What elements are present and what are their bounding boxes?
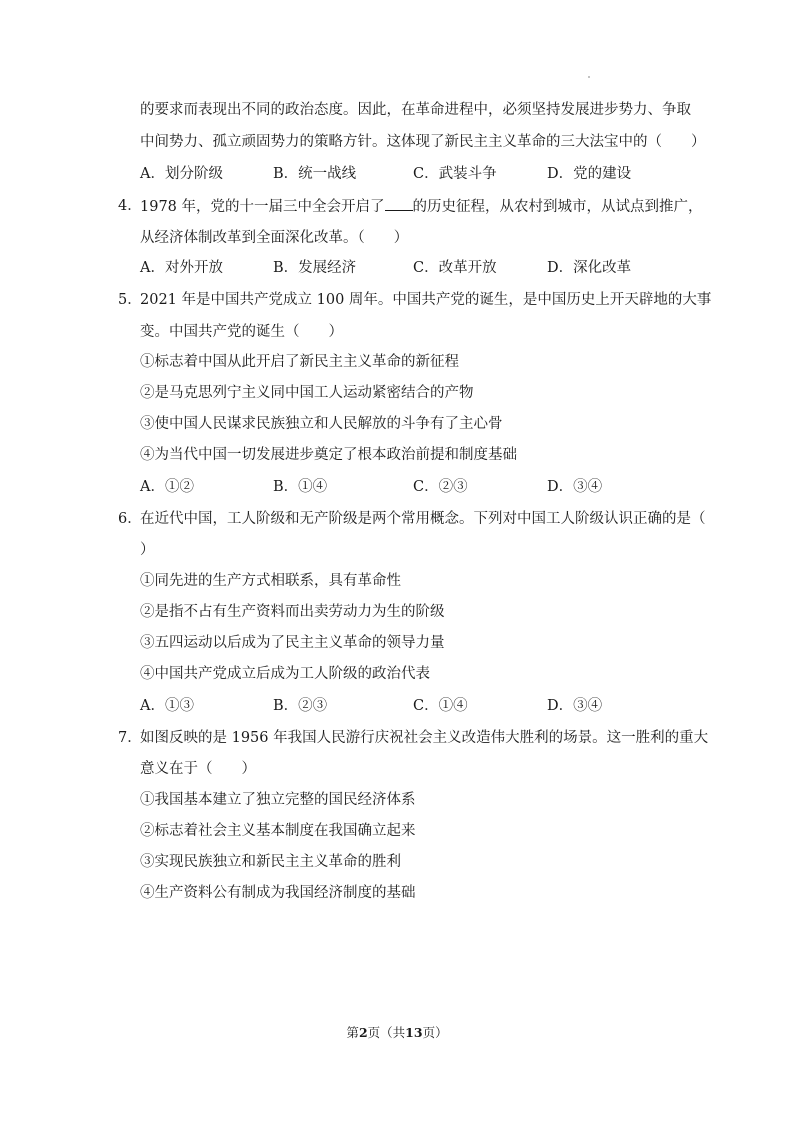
q4-number: 4． bbox=[118, 198, 142, 214]
q6-option-d: D．③④ bbox=[547, 698, 603, 714]
q4-options bbox=[140, 258, 700, 278]
q5-line1: 2021 年是中国共产党成立 100 周年。中国共产党的诞生，是中国历史上开天辟地的大事 bbox=[140, 292, 712, 308]
q6-option-c: C．①④ bbox=[413, 698, 468, 714]
q4-blank bbox=[385, 196, 413, 211]
q6-option-a: A．①③ bbox=[140, 698, 194, 714]
q5-option-c: C．②③ bbox=[413, 479, 468, 495]
page-footer bbox=[0, 1024, 794, 1042]
q5-number: 5． bbox=[118, 292, 142, 308]
q4-option-b: B．发展经济 bbox=[273, 260, 357, 276]
q6-option-b: B．②③ bbox=[273, 698, 328, 714]
q3-option-d: D．党的建设 bbox=[547, 166, 632, 182]
scan-dot bbox=[588, 76, 590, 78]
q4-line1-b: 的历史征程，从农村到城市，从试点到推广， bbox=[412, 199, 703, 215]
q5-item-3: ③使中国人民谋求民族独立和人民解放的斗争有了主心骨 bbox=[140, 416, 503, 432]
q6-item-1: ①同先进的生产方式相联系，具有革命性 bbox=[140, 573, 401, 589]
footer-total-pages: 13 bbox=[405, 1025, 423, 1040]
q4-line1-a: 1978 年，党的十一届三中全会开启了 bbox=[140, 199, 385, 215]
q6-item-3: ③五四运动以后成为了民主主义革命的领导力量 bbox=[140, 635, 445, 651]
footer-suffix: 页） bbox=[422, 1025, 448, 1040]
q5-option-a: A．①② bbox=[140, 479, 194, 495]
footer-prefix: 第 bbox=[346, 1025, 359, 1040]
q7-line1: 如图反映的是 1956 年我国人民游行庆祝社会主义改造伟大胜利的场景。这一胜利的重大 bbox=[140, 730, 709, 746]
q5-item-1: ①标志着中国从此开启了新民主主义革命的新征程 bbox=[140, 354, 459, 370]
q6-options bbox=[140, 696, 700, 716]
q7-number: 7． bbox=[118, 730, 142, 746]
q5-item-2: ②是马克思列宁主义同中国工人运动紧密结合的产物 bbox=[140, 385, 474, 401]
q7-line2: 意义在于（ ） bbox=[140, 761, 256, 777]
q7-item-3: ③实现民族独立和新民主主义革命的胜利 bbox=[140, 854, 401, 870]
footer-middle: 页（共 bbox=[367, 1025, 406, 1040]
q5-option-d: D．③④ bbox=[547, 479, 603, 495]
q3-options bbox=[140, 164, 700, 184]
q4-line2: 从经济体制改革到全面深化改革。（ ） bbox=[140, 230, 409, 246]
q6-line1: 在近代中国，工人阶级和无产阶级是两个常用概念。下列对中国工人阶级认识正确的是（ bbox=[140, 511, 706, 527]
q6-item-2: ②是指不占有生产资料而出卖劳动力为生的阶级 bbox=[140, 604, 445, 620]
q7-item-1: ①我国基本建立了独立完整的国民经济体系 bbox=[140, 792, 416, 808]
q3-option-b: B．统一战线 bbox=[273, 166, 357, 182]
q5-option-b: B．①④ bbox=[273, 479, 328, 495]
q4-option-c: C．改革开放 bbox=[413, 260, 497, 276]
q5-options bbox=[140, 477, 700, 497]
q3-line2: 中间势力、孤立顽固势力的策略方针。这体现了新民主主义革命的三大法宝中的（ ） bbox=[140, 134, 706, 150]
q3-option-c: C．武装斗争 bbox=[413, 166, 497, 182]
q6-item-4: ④中国共产党成立后成为工人阶级的政治代表 bbox=[140, 666, 430, 682]
q5-line2: 变。中国共产党的诞生（ ） bbox=[140, 324, 343, 340]
q4-option-a: A．对外开放 bbox=[140, 260, 223, 276]
q6-line2: ） bbox=[140, 542, 155, 558]
q5-item-4: ④为当代中国一切发展进步奠定了根本政治前提和制度基础 bbox=[140, 447, 517, 463]
q3-line1: 的要求而表现出不同的政治态度。因此，在革命进程中，必须坚持发展进步势力、争取 bbox=[140, 102, 691, 118]
q7-item-4: ④生产资料公有制成为我国经济制度的基础 bbox=[140, 885, 416, 901]
q4-line1 bbox=[140, 196, 703, 217]
q3-option-a: A．划分阶级 bbox=[140, 166, 223, 182]
q4-option-d: D．深化改革 bbox=[547, 260, 632, 276]
q6-number: 6． bbox=[118, 511, 142, 527]
footer-page-number: 2 bbox=[358, 1025, 368, 1040]
q7-item-2: ②标志着社会主义基本制度在我国确立起来 bbox=[140, 823, 416, 839]
